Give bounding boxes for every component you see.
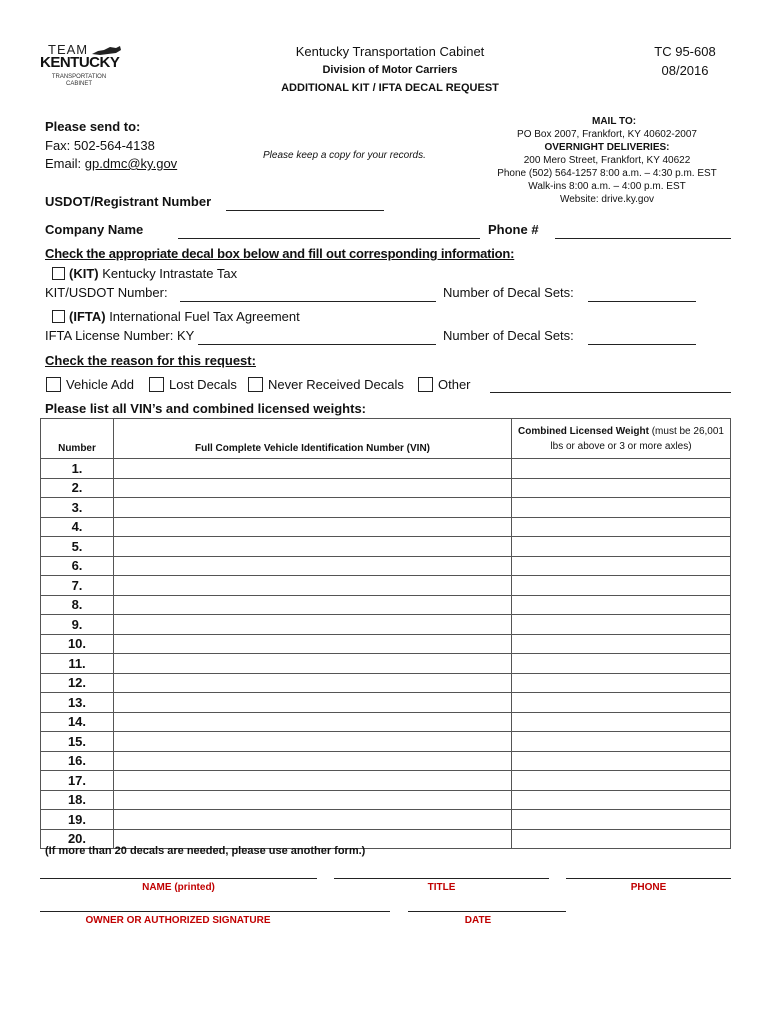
vin-cell[interactable] [114, 732, 512, 752]
table-row [41, 712, 731, 732]
row-number: 3. [41, 498, 114, 518]
logo-kentucky-text: KENTUCKY [40, 54, 120, 71]
row-number: 13. [41, 693, 114, 713]
table-row [41, 673, 731, 693]
table-row [41, 810, 731, 830]
weight-cell[interactable] [512, 732, 731, 752]
overnight-heading: OVERNIGHT DELIVERIES: [544, 142, 670, 153]
ifta-checkbox[interactable] [52, 310, 65, 323]
row-number: 9. [41, 615, 114, 635]
weight-cell[interactable] [512, 498, 731, 518]
weight-cell[interactable] [512, 615, 731, 635]
weight-cell[interactable] [512, 595, 731, 615]
mail-to-block [462, 115, 752, 206]
vin-cell[interactable] [114, 517, 512, 537]
table-row [41, 517, 731, 537]
vin-cell[interactable] [114, 498, 512, 518]
table-row [41, 595, 731, 615]
send-to-email-label: Email: [45, 156, 85, 171]
row-number: 1. [41, 459, 114, 479]
mail-to-po-box: PO Box 2007, Frankfort, KY 40602-2007 [517, 129, 697, 140]
kit-bold: (KIT) [69, 266, 99, 281]
vin-cell[interactable] [114, 810, 512, 830]
kit-text: Kentucky Intrastate Tax [98, 266, 238, 281]
weight-cell[interactable] [512, 810, 731, 830]
row-number: 17. [41, 771, 114, 791]
table-row [41, 751, 731, 771]
logo-sub-line1: TRANSPORTATION [51, 74, 107, 80]
vehicle-add-label: Vehicle Add [66, 377, 134, 392]
vin-cell[interactable] [114, 771, 512, 791]
vin-overflow-note: (If more than 20 decals are needed, please use another form.) [45, 845, 366, 857]
table-row [41, 693, 731, 713]
logo-subtitle [44, 74, 114, 88]
overnight-street: 200 Mero Street, Frankfort, KY 40622 [523, 155, 691, 166]
row-number: 4. [41, 517, 114, 537]
vin-cell[interactable] [114, 459, 512, 479]
vin-cell[interactable] [114, 790, 512, 810]
send-to-email-link[interactable]: gp.dmc@ky.gov [84, 156, 178, 171]
logo-sub-line2: CABINET [65, 81, 92, 87]
weight-cell[interactable] [512, 751, 731, 771]
vin-cell[interactable] [114, 751, 512, 771]
table-row [41, 790, 731, 810]
vin-cell[interactable] [114, 673, 512, 693]
table-row [41, 576, 731, 596]
vin-cell[interactable] [114, 693, 512, 713]
signature-label: OWNER OR AUTHORIZED SIGNATURE [85, 915, 271, 926]
phone-label: Phone # [488, 222, 539, 237]
other-input[interactable] [490, 392, 731, 393]
vin-table [40, 418, 731, 849]
row-number: 5. [41, 537, 114, 557]
vin-cell[interactable] [114, 615, 512, 635]
mail-to-heading: MAIL TO: [592, 116, 637, 127]
table-row [41, 654, 731, 674]
weight-cell[interactable] [512, 576, 731, 596]
row-number: 10. [41, 634, 114, 654]
never-received-label: Never Received Decals [268, 377, 404, 392]
ifta-number-label: IFTA License Number: KY [45, 328, 195, 343]
vin-heading: Please list all VIN’s and combined licensed weights: [45, 401, 367, 416]
weight-cell[interactable] [512, 693, 731, 713]
phone-sign-input[interactable] [566, 878, 731, 879]
send-to-email-row [45, 156, 177, 171]
kit-sets-input[interactable] [588, 301, 696, 302]
table-row [41, 771, 731, 791]
ifta-sets-label: Number of Decal Sets: [443, 328, 574, 343]
vin-table-body [41, 459, 731, 849]
row-number: 15. [41, 732, 114, 752]
form-date: 08/2016 [661, 63, 709, 78]
title-label: TITLE [427, 882, 456, 893]
website: Website: drive.ky.gov [559, 194, 655, 205]
weight-cell[interactable] [512, 556, 731, 576]
vin-cell[interactable] [114, 634, 512, 654]
vin-cell[interactable] [114, 654, 512, 674]
signature-input[interactable] [40, 911, 390, 912]
weight-cell[interactable] [512, 771, 731, 791]
vin-table-header [41, 419, 731, 459]
form-number: TC 95-608 [654, 44, 716, 59]
send-to-fax: Fax: 502-564-4138 [45, 138, 155, 153]
col-weight-header [512, 419, 731, 459]
ifta-option-label [69, 309, 300, 324]
vin-cell[interactable] [114, 556, 512, 576]
row-number: 7. [41, 576, 114, 596]
other-checkbox[interactable] [418, 377, 433, 392]
table-row [41, 459, 731, 479]
usdot-input[interactable] [226, 210, 384, 211]
row-number: 6. [41, 556, 114, 576]
table-row [41, 537, 731, 557]
table-row [41, 634, 731, 654]
row-number: 18. [41, 790, 114, 810]
overnight-phone: Phone (502) 564-1257 8:00 a.m. – 4:30 p.m. EST [497, 168, 717, 179]
vin-cell[interactable] [114, 478, 512, 498]
never-received-checkbox[interactable] [248, 377, 263, 392]
weight-cell[interactable] [512, 712, 731, 732]
date-label: DATE [464, 915, 492, 926]
col-vin-header: Full Complete Vehicle Identification Number (VIN) [114, 419, 512, 459]
vin-cell[interactable] [114, 576, 512, 596]
ifta-number-input[interactable] [198, 344, 436, 345]
ifta-bold: (IFTA) [69, 309, 106, 324]
walkin-hours: Walk-ins 8:00 a.m. – 4:00 p.m. EST [528, 181, 686, 192]
table-row [41, 556, 731, 576]
kit-checkbox[interactable] [52, 267, 65, 280]
table-row [41, 615, 731, 635]
weight-cell[interactable] [512, 654, 731, 674]
kit-number-label: KIT/USDOT Number: [45, 285, 168, 300]
name-printed-label: NAME (printed) [142, 882, 215, 893]
ifta-sets-input[interactable] [588, 344, 696, 345]
weight-cell[interactable] [512, 537, 731, 557]
company-name-input[interactable] [178, 238, 480, 239]
kit-number-input[interactable] [180, 301, 436, 302]
weight-cell[interactable] [512, 478, 731, 498]
kit-option-label [69, 266, 237, 281]
row-number: 11. [41, 654, 114, 674]
header-division: Division of Motor Carriers [322, 64, 458, 76]
reason-heading: Check the reason for this request: [45, 353, 256, 368]
row-number: 8. [41, 595, 114, 615]
company-name-label: Company Name [45, 222, 144, 237]
table-row [41, 732, 731, 752]
title-input[interactable] [334, 878, 549, 879]
row-number: 12. [41, 673, 114, 693]
row-number: 14. [41, 712, 114, 732]
weight-cell[interactable] [512, 673, 731, 693]
phone-input[interactable] [555, 238, 731, 239]
row-number: 20. [41, 829, 114, 849]
ifta-text: International Fuel Tax Agreement [105, 309, 300, 324]
table-row [41, 498, 731, 518]
col-weight-rest: (must be 26,001 lbs or above or 3 or more axles) [550, 425, 724, 452]
row-number: 19. [41, 810, 114, 830]
send-to-heading: Please send to: [45, 119, 141, 134]
vin-cell[interactable] [114, 595, 512, 615]
lost-decals-label: Lost Decals [169, 377, 237, 392]
vin-cell[interactable] [114, 537, 512, 557]
phone-sign-label: PHONE [630, 882, 667, 893]
weight-cell[interactable] [512, 634, 731, 654]
weight-cell[interactable] [512, 829, 731, 849]
weight-cell[interactable] [512, 517, 731, 537]
kit-sets-label: Number of Decal Sets: [443, 285, 574, 300]
date-input[interactable] [408, 911, 566, 912]
name-printed-input[interactable] [40, 878, 317, 879]
col-weight-bold: Combined Licensed Weight [518, 425, 649, 437]
weight-cell[interactable] [512, 459, 731, 479]
other-label: Other [438, 377, 471, 392]
logo-team-text: TEAM [48, 42, 89, 57]
vehicle-add-checkbox[interactable] [46, 377, 61, 392]
usdot-label: USDOT/Registrant Number [45, 194, 212, 209]
vin-cell[interactable] [114, 712, 512, 732]
team-kentucky-logo [40, 42, 125, 92]
decal-heading: Check the appropriate decal box below and fill out corresponding information: [45, 246, 515, 261]
lost-decals-checkbox[interactable] [149, 377, 164, 392]
col-number-header: Number [41, 419, 114, 459]
table-row [41, 478, 731, 498]
header-agency: Kentucky Transportation Cabinet [295, 44, 485, 59]
keep-copy-note: Please keep a copy for your records. [263, 150, 426, 161]
weight-cell[interactable] [512, 790, 731, 810]
row-number: 16. [41, 751, 114, 771]
header-form-title: ADDITIONAL KIT / IFTA DECAL REQUEST [281, 82, 499, 94]
row-number: 2. [41, 478, 114, 498]
